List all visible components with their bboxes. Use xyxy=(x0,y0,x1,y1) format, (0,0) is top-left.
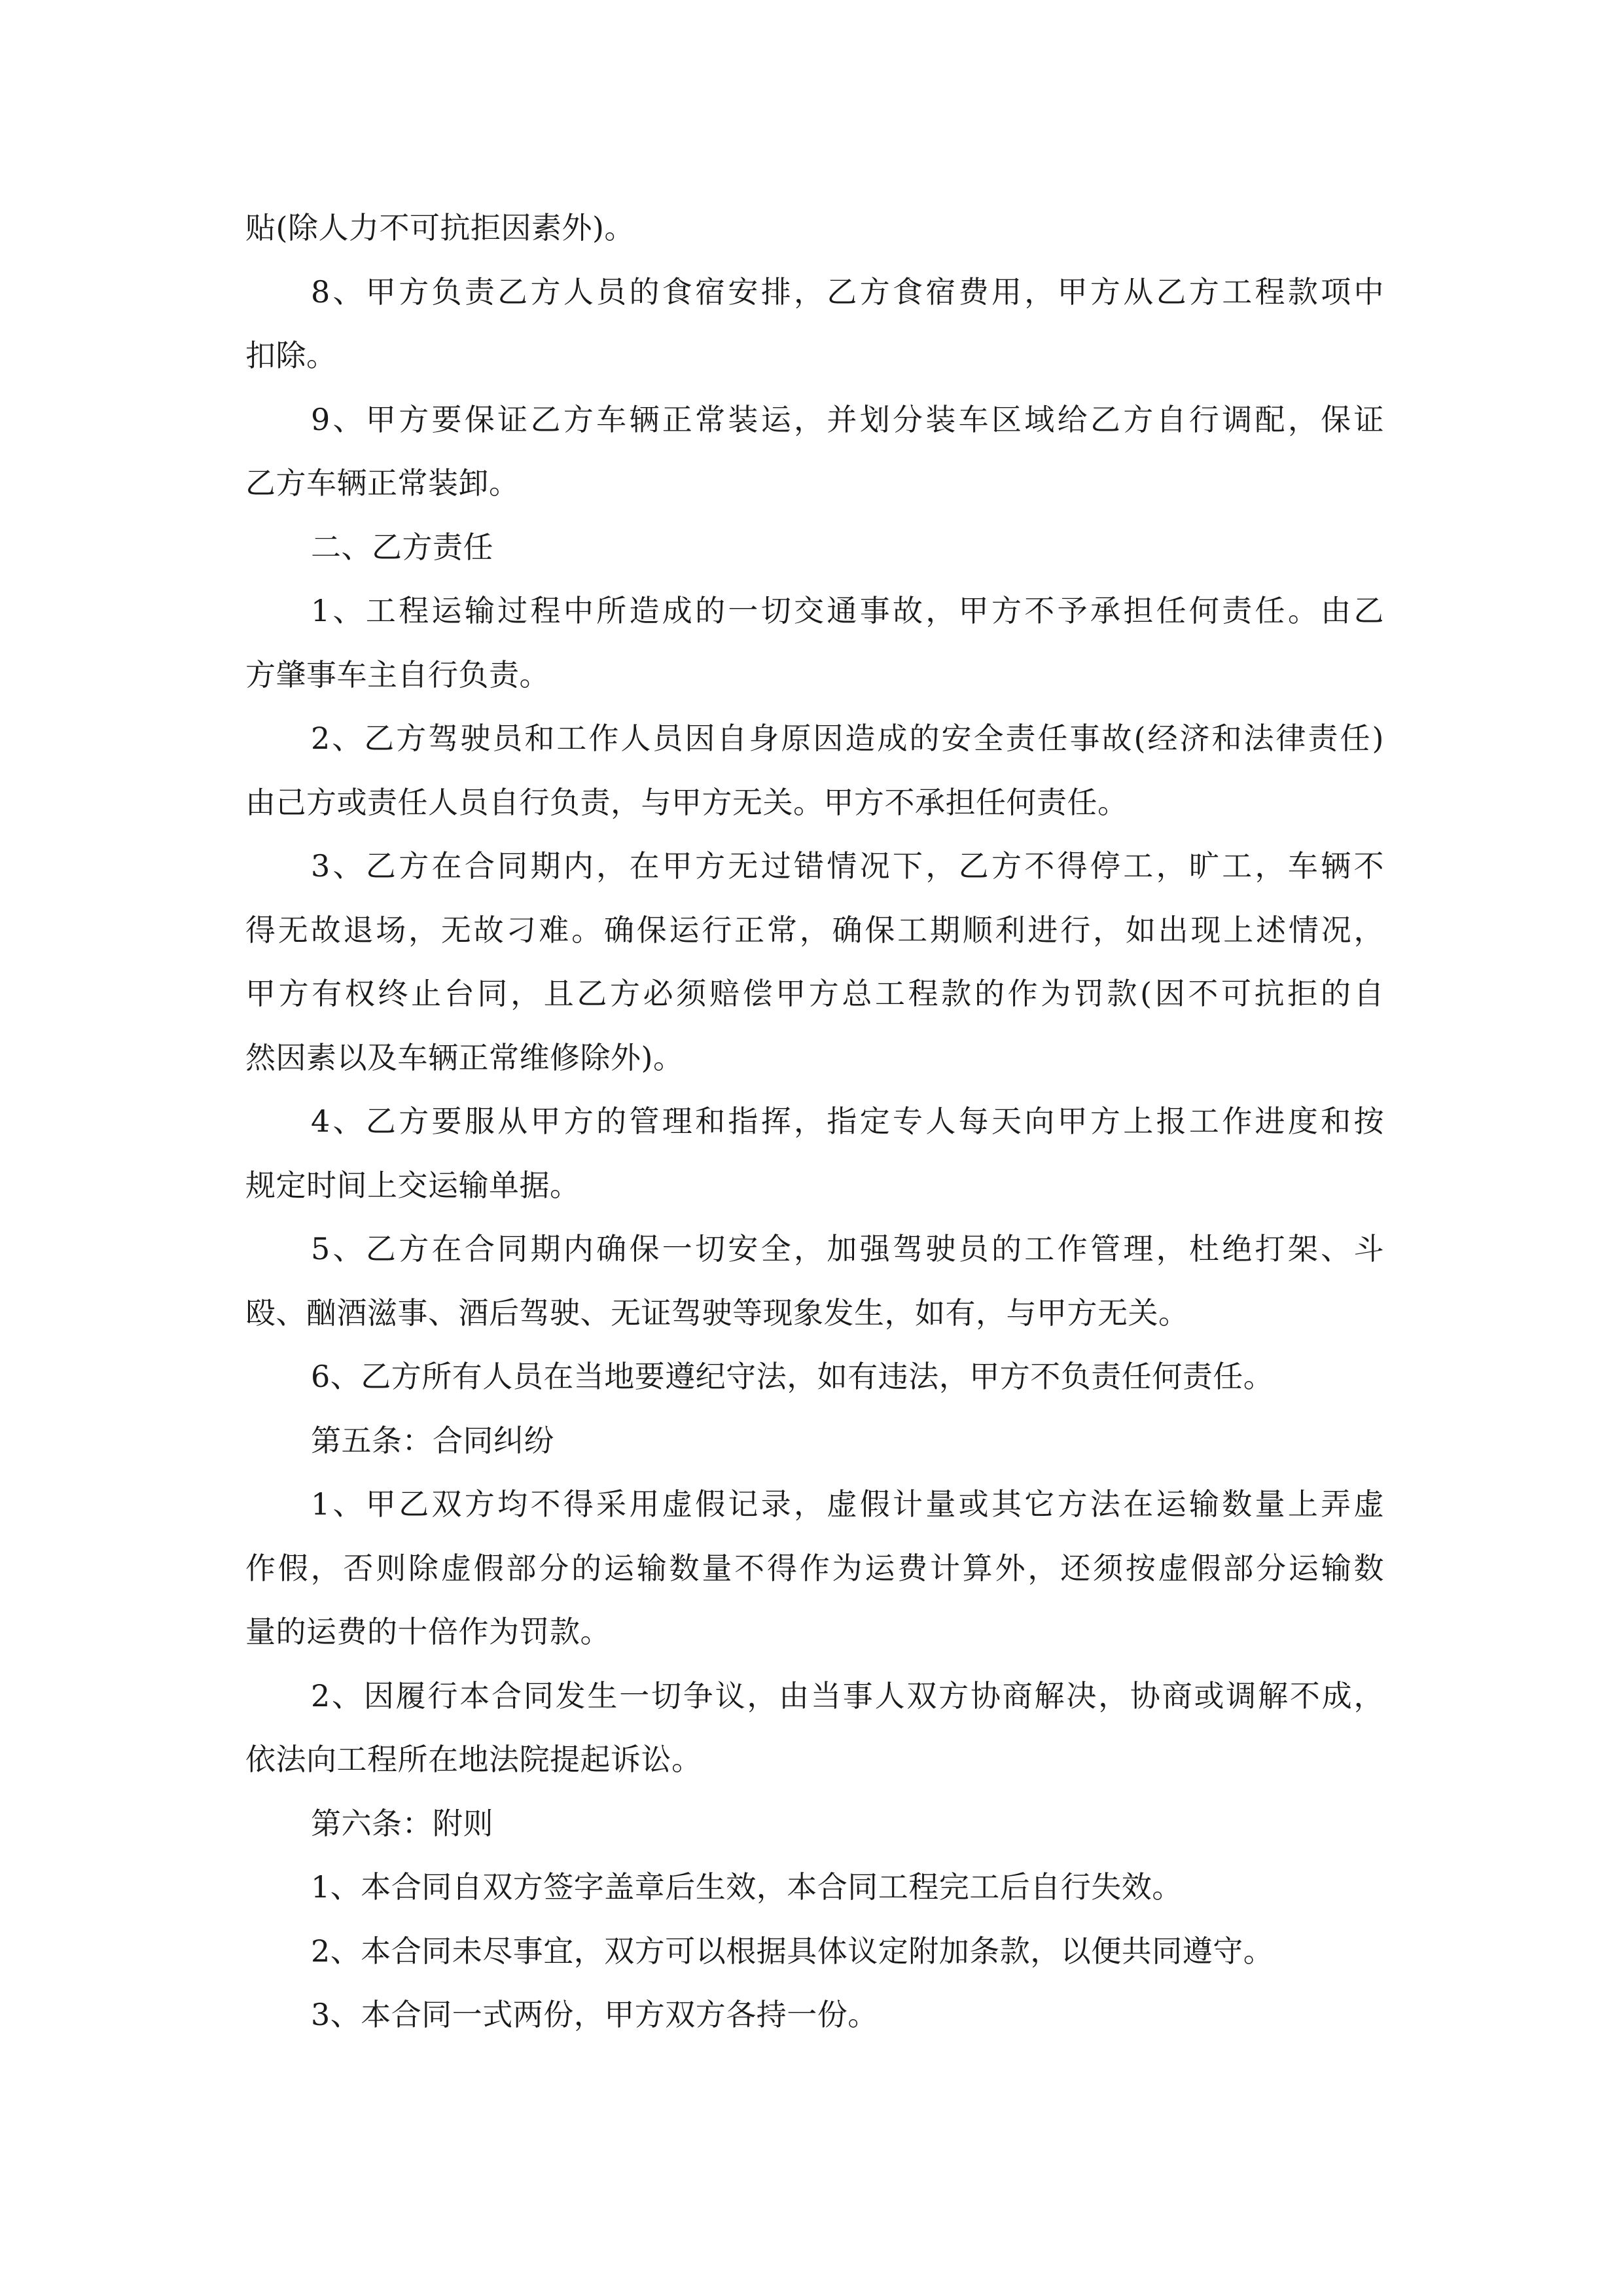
text-line: 量的运费的十倍作为罚款。 xyxy=(245,1614,611,1649)
text-line: 然因素以及车辆正常维修除外)。 xyxy=(245,1039,684,1075)
text-line: 5、乙方在合同期内确保一切安全，加强驾驶员的工作管理，杜绝打架、斗 xyxy=(311,1231,1384,1266)
text-line: 2、本合同未尽事宜，双方可以根据具体议定附加条款，以便共同遵守。 xyxy=(311,1933,1274,1969)
section-heading: 第六条：附则 xyxy=(311,1805,493,1841)
text-line: 依法向工程所在地法院提起诉讼。 xyxy=(245,1742,702,1777)
section-heading: 第五条：合同纠纷 xyxy=(311,1422,554,1458)
text-line: 规定时间上交运输单据。 xyxy=(245,1167,580,1203)
document-body xyxy=(245,196,1384,2047)
text-line: 3、本合同一式两份，甲方双方各持一份。 xyxy=(311,1997,878,2032)
text-line: 甲方有权终止台同，且乙方必须赔偿甲方总工程款的作为罚款(因不可抗拒的自 xyxy=(245,976,1384,1011)
text-line: 方肇事车主自行负责。 xyxy=(245,656,550,692)
text-line: 3、乙方在合同期内，在甲方无过错情况下，乙方不得停工，旷工，车辆不 xyxy=(311,848,1384,884)
text-line: 扣除。 xyxy=(245,338,337,373)
text-line: 由己方或责任人员自行负责，与甲方无关。甲方不承担任何责任。 xyxy=(245,784,1128,820)
text-line: 2、乙方驾驶员和工作人员因自身原因造成的安全责任事故(经济和法律责任) xyxy=(311,721,1384,756)
text-line: 作假，否则除虚假部分的运输数量不得作为运费计算外，还须按虚假部分运输数 xyxy=(245,1550,1384,1586)
text-line: 1、甲乙双方均不得采用虚假记录，虚假计量或其它方法在运输数量上弄虚 xyxy=(311,1486,1384,1522)
text-line: 得无故退场，无故刁难。确保运行正常，确保工期顺利进行，如出现上述情况， xyxy=(245,912,1384,948)
text-line: 1、本合同自双方签字盖章后生效，本合同工程完工后自行失效。 xyxy=(311,1869,1183,1905)
text-line: 乙方车辆正常装卸。 xyxy=(245,465,520,501)
text-line: 2、因履行本合同发生一切争议，由当事人双方协商解决，协商或调解不成， xyxy=(311,1677,1384,1713)
text-line: 贴(除人力不可抗拒因素外)。 xyxy=(245,210,635,245)
text-line: 6、乙方所有人员在当地要遵纪守法，如有违法，甲方不负责任何责任。 xyxy=(311,1359,1274,1394)
text-line: 1、工程运输过程中所造成的一切交通事故，甲方不予承担任何责任。由乙 xyxy=(311,593,1384,628)
section-heading: 二、乙方责任 xyxy=(311,529,493,565)
text-line: 殴、酗酒滋事、酒后驾驶、无证驾驶等现象发生，如有，与甲方无关。 xyxy=(245,1295,1189,1331)
text-line: 9、甲方要保证乙方车辆正常装运，并划分装车区域给乙方自行调配，保证 xyxy=(311,401,1384,437)
text-line: 8、甲方负责乙方人员的食宿安排，乙方食宿费用，甲方从乙方工程款项中 xyxy=(311,274,1384,310)
text-line: 4、乙方要服从甲方的管理和指挥，指定专人每天向甲方上报工作进度和按 xyxy=(311,1103,1384,1139)
